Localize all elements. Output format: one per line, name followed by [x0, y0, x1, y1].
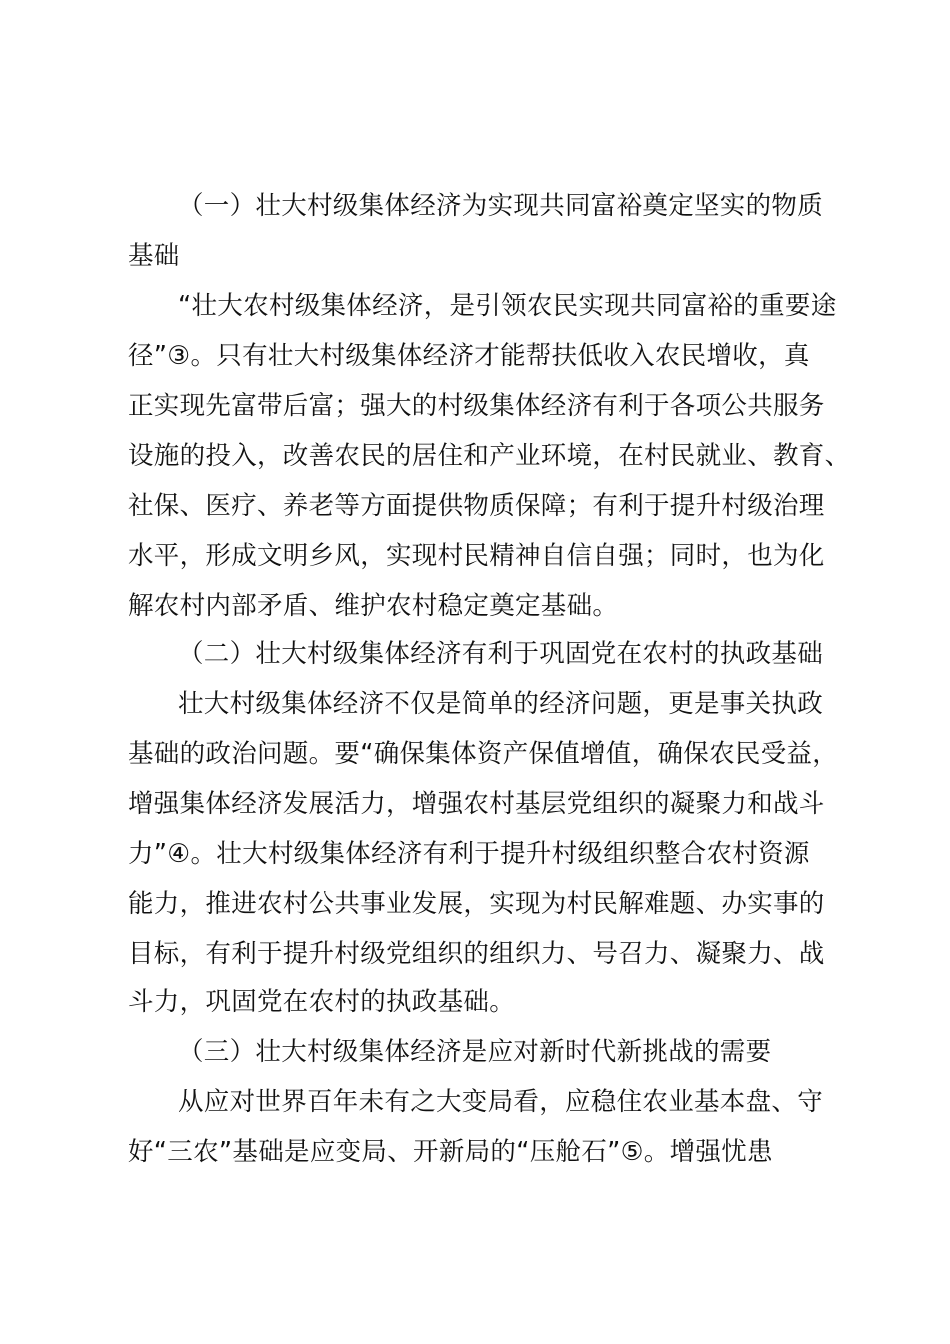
paragraph-1-line-7: 解农村内部矛盾、维护农村稳定奠定基础。 [128, 591, 619, 621]
paragraph-2-line-5: 能力，推进农村公共事业发展，实现为村民解难题、办实事的 [128, 889, 825, 919]
paragraph-2-line-6: 目标，有利于提升村级党组织的组织力、号召力、凝聚力、战 [128, 939, 825, 969]
paragraph-1-line-4: 设施的投入，改善农民的居住和产业环境，在村民就业、教育、 [128, 441, 851, 471]
heading-1-line-1: （一）壮大村级集体经济为实现共同富裕奠定坚实的物质 [178, 191, 824, 221]
paragraph-3-line-1: 从应对世界百年未有之大变局看，应稳住农业基本盘、守 [178, 1087, 824, 1117]
paragraph-2-line-4: 力”④。壮大村级集体经济有利于提升村级组织整合农村资源 [128, 839, 810, 869]
paragraph-2-line-7: 斗力，巩固党在农村的执政基础。 [128, 987, 516, 1017]
paragraph-1-line-1: “壮大农村级集体经济，是引领农民实现共同富裕的重要途 [178, 291, 837, 321]
heading-1-line-2: 基础 [128, 241, 180, 271]
heading-3: （三）壮大村级集体经济是应对新时代新挑战的需要 [178, 1037, 772, 1067]
paragraph-3-line-2: 好“三农”基础是应变局、开新局的“压舱石”⑤。增强忧患 [128, 1137, 773, 1167]
paragraph-2-line-3: 增强集体经济发展活力，增强农村基层党组织的凝聚力和战斗 [128, 789, 825, 819]
paragraph-1-line-5: 社保、医疗、养老等方面提供物质保障；有利于提升村级治理 [128, 491, 825, 521]
paragraph-2-line-2: 基础的政治问题。要“确保集体资产保值增值，确保农民受益， [128, 739, 839, 769]
paragraph-1-line-6: 水平，形成文明乡风，实现村民精神自信自强；同时，也为化 [128, 541, 825, 571]
heading-2: （二）壮大村级集体经济有利于巩固党在农村的执政基础 [178, 639, 824, 669]
paragraph-1-line-3: 正实现先富带后富；强大的村级集体经济有利于各项公共服务 [128, 391, 825, 421]
paragraph-1-line-2: 径”③。只有壮大村级集体经济才能帮扶低收入农民增收，真 [128, 341, 810, 371]
paragraph-2-line-1: 壮大村级集体经济不仅是简单的经济问题，更是事关执政 [178, 689, 824, 719]
